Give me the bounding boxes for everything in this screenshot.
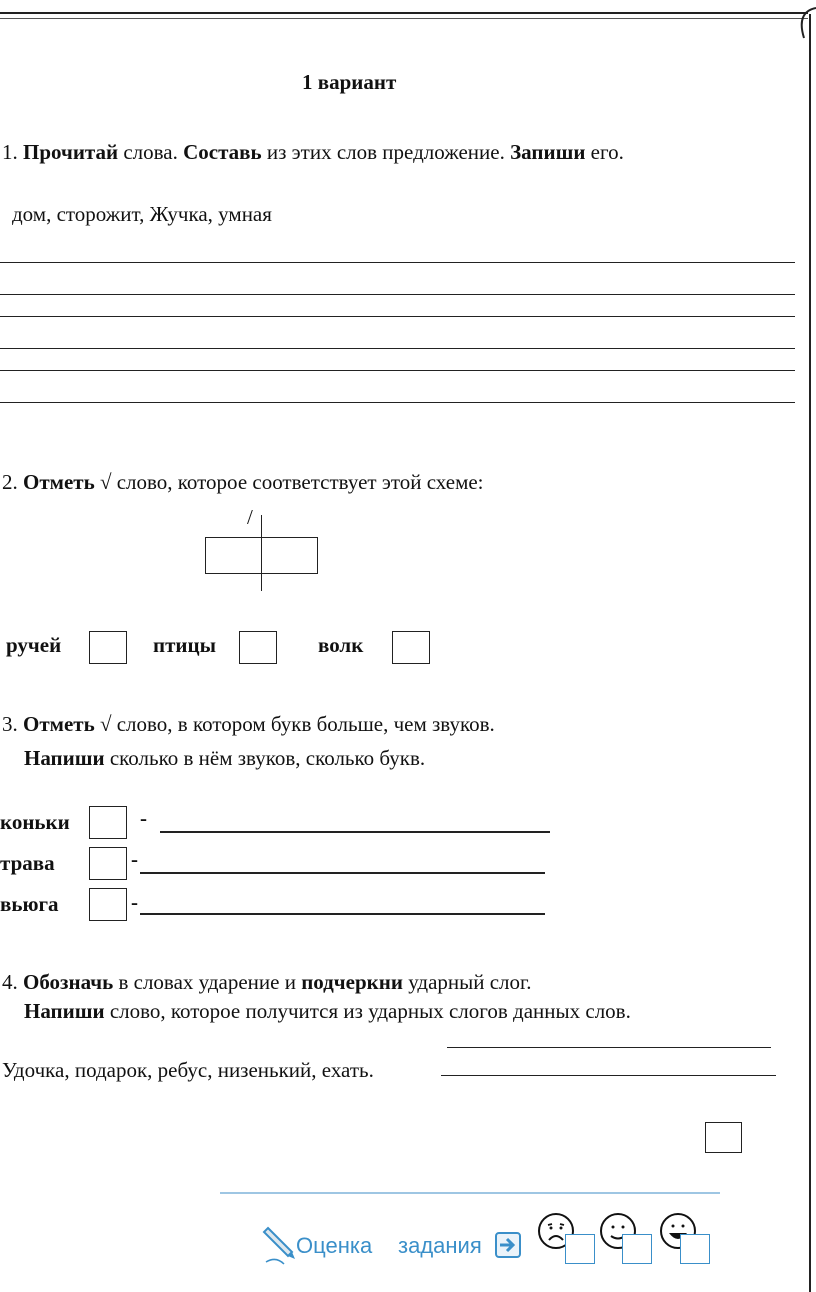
option-checkbox-2[interactable]: [239, 631, 277, 664]
task3-dash-1: -: [140, 806, 147, 830]
page-frame-top-inner: [0, 18, 808, 19]
page-corner-curl-icon: [790, 2, 816, 42]
task1-answer-line[interactable]: [0, 402, 795, 403]
task3-answer-line-2[interactable]: [140, 872, 545, 874]
task3-word-1: коньки: [0, 810, 70, 834]
task1-answer-line[interactable]: [0, 294, 795, 295]
score-box[interactable]: [705, 1122, 742, 1153]
syllable-scheme: [205, 505, 320, 595]
rating-box-good[interactable]: [680, 1234, 710, 1264]
task3-answer-line-1[interactable]: [160, 831, 550, 833]
footer-label-assessment: Оценка: [296, 1233, 373, 1258]
task2-instruction: 2. Отметь √ слово, которое соответствует этой схеме:: [2, 470, 484, 494]
task4-words: Удочка, подарок, ребус, низенький, ехать.: [2, 1058, 374, 1082]
task3-checkbox-1[interactable]: [89, 806, 127, 839]
task1-answer-line[interactable]: [0, 370, 795, 371]
rating-box-ok[interactable]: [622, 1234, 652, 1264]
task4-instruction-2: Напиши слово, которое получится из ударных слогов данных слов.: [24, 999, 631, 1023]
task3-dash-2: -: [131, 847, 138, 871]
footer-divider: [220, 1192, 720, 1194]
task4-answer-line-1[interactable]: [447, 1047, 771, 1048]
task1-instruction: 1. Прочитай слова. Составь из этих слов предложение. Запиши его.: [2, 140, 624, 164]
task4-answer-line-2[interactable]: [441, 1075, 776, 1076]
task3-word-3: вьюга: [0, 892, 59, 916]
task3-instruction-1: 3. Отметь √ слово, в котором букв больше, чем звуков.: [2, 712, 495, 736]
page-frame-top: [0, 12, 808, 14]
scheme-divider: [261, 515, 262, 591]
page-frame-right: [809, 14, 811, 1292]
task3-dash-3: -: [131, 890, 138, 914]
pencil-icon: [262, 1222, 298, 1266]
task1-answer-line[interactable]: [0, 262, 795, 263]
option-word-2: птицы: [153, 633, 217, 657]
task3-word-2: трава: [0, 851, 55, 875]
task1-words: дом, сторожит, Жучка, умная: [12, 202, 272, 226]
option-checkbox-3[interactable]: [392, 631, 430, 664]
option-word-3: волк: [318, 633, 364, 657]
option-word-1: ручей: [6, 633, 62, 657]
footer-label-task: задания: [398, 1233, 482, 1258]
task3-instruction-2: Напиши сколько в нём звуков, сколько букв.: [24, 746, 426, 770]
page-title: 1 вариант: [302, 70, 397, 94]
task3-checkbox-3[interactable]: [89, 888, 127, 921]
task1-answer-line[interactable]: [0, 348, 795, 349]
rating-box-bad[interactable]: [565, 1234, 595, 1264]
task3-checkbox-2[interactable]: [89, 847, 127, 880]
task4-instruction-1: 4. Обозначь в словах ударение и подчеркни ударный слог.: [2, 970, 532, 994]
stress-mark: /: [247, 505, 253, 529]
option-checkbox-1[interactable]: [89, 631, 127, 664]
task3-answer-line-3[interactable]: [140, 913, 545, 915]
task1-answer-line[interactable]: [0, 316, 795, 317]
arrow-right-icon: [495, 1232, 521, 1258]
